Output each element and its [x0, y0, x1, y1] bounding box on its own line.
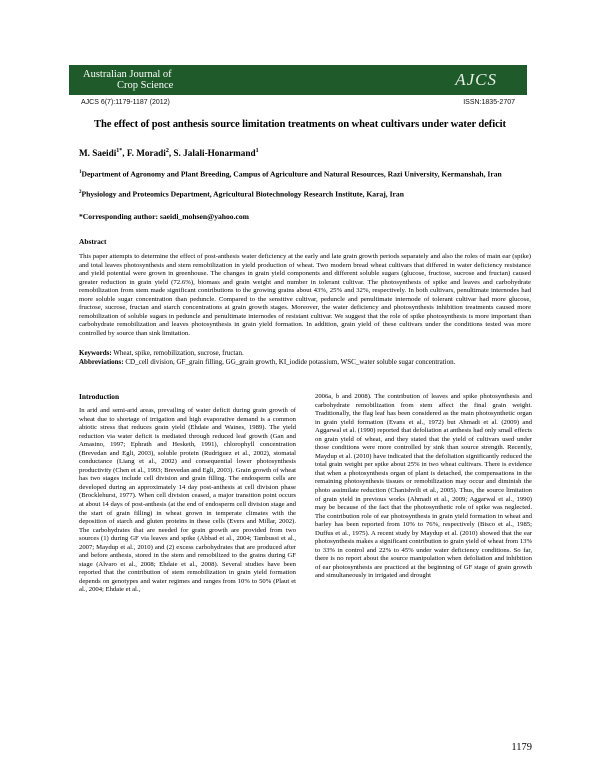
issue-line — [81, 99, 515, 106]
journal-name-line1: Australian Journal of — [83, 69, 172, 80]
page-number: 1179 — [511, 742, 532, 753]
introduction-column-right: 2006a, b and 2008). The contribution of leaves and spike photosynthesis and carbohydrate remobilization from stem affect the final grain weight. Traditionally, the flag leaf has been considered as the main photosynthetic organ in grain yield formation (Evans et al., 1972) but Ahmadi et al. (2009) and Aggarwal et al. (1990) reported that defoliation at anthesis had only small effects on grain yield of wheat, and they stated that the yield of cultivars used under those conditions were more controlled by sink than source strength. Recently, Maydup et al. (2010) have indicated that the defoliation significantly reduced the total grain weight per spike about 25% in two wheat cultivars. There is evidence that when a photosynthesis organ of plant is detached, the compensations in the remaining photosynthesis tissues or remobilization may occur and diminish the photo assimilate reduction (Chanishvili et al., 2005). Thus, the source limitation of grain yield in previous works (Ahmadi et al., 2009; Aggarwal et al., 1990) may be because of the fact that the photosynthetic role of spike was neglected. The contribution role of ear photosynthesis in grain yield formation in wheat and barley has been reported from 10% to 76%, respectively (Bisco et al., 1985; Duffus et al., 1975). A recent study by Maydup et al. (2010) showed that the ear photosynthesis makes a significant contribution to grain yield of wheat from 13% to 33% in control and 22% to 45% under water deficiency conditions. So far, there is no report about the source manipulation when defoliation and inhibition of ear photosynthesis are practiced at the beginning of GF stage of grain growth and simultaneously in irrigated and drought — [315, 393, 532, 580]
journal-name — [83, 69, 173, 91]
abbreviations-line — [79, 358, 531, 367]
journal-banner — [69, 65, 527, 95]
article-title: The effect of post anthesis source limitation treatments on wheat cultivars under water deficit — [94, 119, 506, 130]
keywords-block — [79, 349, 531, 367]
author-affiliation-mark: 1 — [255, 148, 259, 154]
journal-name-line2: Crop Science — [117, 80, 174, 91]
affiliation-text: Department of Agronomy and Plant Breeding, Campus of Agriculture and Natural Resources, Razi University, Kermanshah, Iran — [81, 169, 502, 179]
author-name: , S. Jalali-Honarmand — [168, 148, 256, 159]
issue-citation: AJCS 6(7):1179-1187 (2012) — [81, 99, 170, 106]
affiliation-mark: 2 — [79, 190, 82, 195]
author-list — [79, 148, 259, 158]
keywords-text: Wheat, spike, remobilization, sucrose, fructan. — [111, 349, 244, 357]
affiliation — [79, 188, 529, 200]
author-name: M. Saeidi — [79, 148, 117, 159]
abstract-text: This paper attempts to determine the effect of post-anthesis water deficiency at the early and late grain growth periods separately and also the roles of main ear (spike) and total leaves photosynthesis and stem remobilization in yield production of wheat. Two modern bread wheat cultivars that differed in water deficiency resistance and yield potential were grown in greenhouse. The changes in grain yield components and different soluble sugars (glucose, fructose, sucrose and fructan) caused greater reduction in grain yield (72.6%), biomass and grain weight and number in tolerant cultivar. The photosynthesis of spike and leaves and carbohydrate remobilization from stem made significant contributions to the growing grains about 43%, 25% and 32%, respectively. In both cultivars, penultimate internodes had more soluble sugar concentration than peduncle. Compared to the sensitive cultivar, peduncle and penultimate internode of tolerant cultivar had more glucose, fructose, sucrose, fructan and starch concentrations at grain growth stages. Moreover, the water deficiency and photosynthesis inhibition treatments caused more remobilization of soluble sugars in peduncle and penultimate internodes of resistant cultivar. We suggest that the role of spike photosynthesis is more important than carbohydrate remobilization and leaves photosynthesis in grain yield formation. In addition, grain yield of these cultivars under the conditions tested was more controlled by source than sink limitation. — [79, 253, 531, 337]
affiliation-mark: 1 — [79, 170, 82, 175]
keywords-label: Keywords: — [79, 349, 112, 357]
issn: ISSN:1835-2707 — [463, 99, 515, 106]
corresponding-author: *Corresponding author: saeidi_mohsen@yahoo.com — [79, 212, 249, 221]
affiliation-text: Physiology and Proteomics Department, Agricultural Biotechnology Research Institute, Karaj, Iran — [81, 189, 404, 199]
abbreviations-label: Abbreviations: — [79, 358, 124, 366]
author-affiliation-mark: 1* — [116, 148, 123, 154]
keywords-line — [79, 349, 531, 358]
author-name: , F. Moradi — [122, 148, 166, 159]
abstract-heading: Abstract — [79, 237, 107, 246]
abbreviations-text: CD_cell division, GF_grain filling, GG_grain growth, KI_iodide potassium, WSC_water soluble sugar concentration. — [123, 358, 456, 366]
journal-logo-text: AJCS — [455, 70, 497, 89]
author-affiliation-mark: 2 — [165, 148, 169, 154]
introduction-heading: Introduction — [79, 392, 120, 401]
introduction-column-left: In arid and semi-arid areas, prevailing of water deficit during grain growth of wheat due to shortage of irrigation and high evaporative demand is a common abiotic stress that reduces grain yield (Ehdaie and Waines, 1989). The yield reduction via water deficit is mediated through reduced leaf growth (Gan and Amasino, 1997; Ephrath and Hesketh, 1991), chlorophyll concentration (Brevedan and Egli, 2003), soluble protein (Rudriguez et al., 2002), stomatal conductance (Liang et al., 2002) and consequential lower photosynthesis productivity (Chen et al., 1993; Brevedan and Egli, 2003). Grain growth of wheat has two stages include cell division and grain filling. The endosperm cells are developed during an approximately 14 day post-anthesis at cell division phase (Brocklehurst, 1977). When cell division ceased, a major transition point occurs at about 14 days of post-anthesis (at the end of endosperm cell division stage and the start of grain filling) in wheat grown in temperate climates with the deposition of starch and gluten proteins in these cells (Evers and Millar, 2002). The carbohydrates that are needed for grain growth are provided from two sources (1) during GF via leaves and spike (Abbad et al., 2004; Tambussi et al., 2007; Maydup et al., 2010) and (2) excess carbohydrates that are produced after and before anthesis, stored in the stem and remobilized to the grains during GF stage (Alvaro et al., 2008; Ehdaie et al., 2008). Several studies have been reported that the contribution of stem remobilization in grain yield formation depends on genotypes and water regimes and ranges from 10% to 50% (Plaut et al., 2004; Ehdaie et al., — [79, 407, 296, 594]
affiliation — [79, 168, 529, 180]
